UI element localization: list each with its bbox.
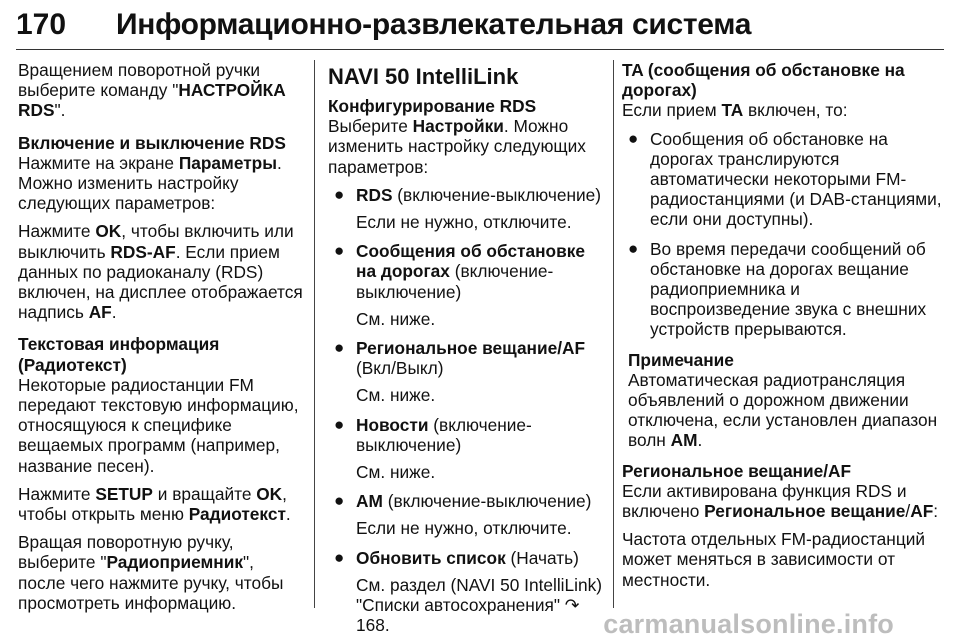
note-text: Автоматическая радиотрансляция объявлений о дорожном движении отключена, если установлен диапазон волн AM. — [628, 369, 938, 451]
column-3 — [622, 60, 944, 598]
column-divider — [314, 60, 315, 608]
ta-list — [622, 129, 944, 340]
section-heading: Текстовая информация (Радиотекст) — [18, 334, 220, 375]
paragraph: Нажмите OK, чтобы включить или выключить RDS-AF. Если прием данных по радиоканалу (RDS) включен, на дисплее отображается надпись AF. — [18, 221, 303, 323]
paragraph: Нажмите на экране Параметры. Можно изменить настройку следующих параметров: — [18, 152, 282, 214]
paragraph: Нажмите SETUP и вращайте OK, чтобы открыть меню Радиотекст. — [18, 483, 291, 525]
paragraph: Некоторые радиостанции FM передают текстовую информацию, относящуюся к специфике вещаемых программ (например, название песен). — [18, 374, 299, 476]
list-item: ● Во время передачи сообщений об обстановке на дорогах вещание радиоприемника и воспроизведение звука с внешних устройств прерываются. — [628, 238, 927, 340]
section-heading: Включение и выключение RDS — [18, 132, 286, 153]
list-item: ● AM (включение-выключение) Если не нужно, отключите. — [334, 491, 592, 539]
section-title: NAVI 50 IntelliLink — [328, 64, 519, 89]
watermark: carmanualsonline.info — [603, 609, 894, 639]
section-heading: Конфигурирование RDS — [328, 96, 537, 116]
list-item: ● RDS (включение-выключение) Если не нужно, отключите. — [334, 184, 602, 233]
paragraph: Выберите Настройки. Можно изменить настройку следующих параметров: — [328, 116, 586, 177]
page-header — [16, 6, 944, 50]
paragraph: Вращением поворотной ручки выберите команду "НАСТРОЙКА RDS". — [18, 60, 286, 121]
note-heading: Примечание — [628, 349, 734, 370]
header-rule — [16, 49, 944, 50]
section-heading: Региональное вещание/AF — [622, 460, 852, 481]
paragraph: Если активирована функция RDS и включено Региональное вещание/AF: — [622, 480, 939, 522]
list-item: ● Сообщения об обстановке на дорогах транслируются автоматически некоторыми FM-радиостанциями (и DAB-станциями, если они доступны). — [628, 128, 942, 230]
note-box — [622, 350, 944, 451]
chapter-title: Информационно-развлекательная система — [116, 8, 752, 41]
paragraph: Вращая поворотную ручку, выберите "Радиоприемник", после чего нажмите ручку, чтобы просмотреть информацию. — [18, 532, 284, 613]
list-item: ● Обновить список (Начать) См. раздел (NAVI 50 IntelliLink) "Списки автосохранения" ↷ 168. — [334, 547, 602, 636]
settings-list — [328, 185, 608, 636]
paragraph: Если прием TA включен, то: — [622, 100, 848, 121]
column-2 — [328, 60, 608, 644]
column-1 — [18, 60, 304, 621]
section-heading: TA (сообщения об обстановке на дорогах) — [622, 60, 905, 101]
page-number: 170 — [16, 8, 67, 41]
column-divider — [613, 60, 614, 608]
list-item: ● Новости (включение-выключение) См. ниже. — [334, 414, 532, 483]
paragraph: Частота отдельных FM-радиостанций может меняться в зависимости от местности. — [622, 529, 926, 590]
list-item: ● Региональное вещание/AF (Вкл/Выкл) См. ниже. — [334, 338, 586, 406]
list-item: ● Сообщения об обстановке на дорогах (включение-выключение) См. ниже. — [334, 241, 586, 329]
